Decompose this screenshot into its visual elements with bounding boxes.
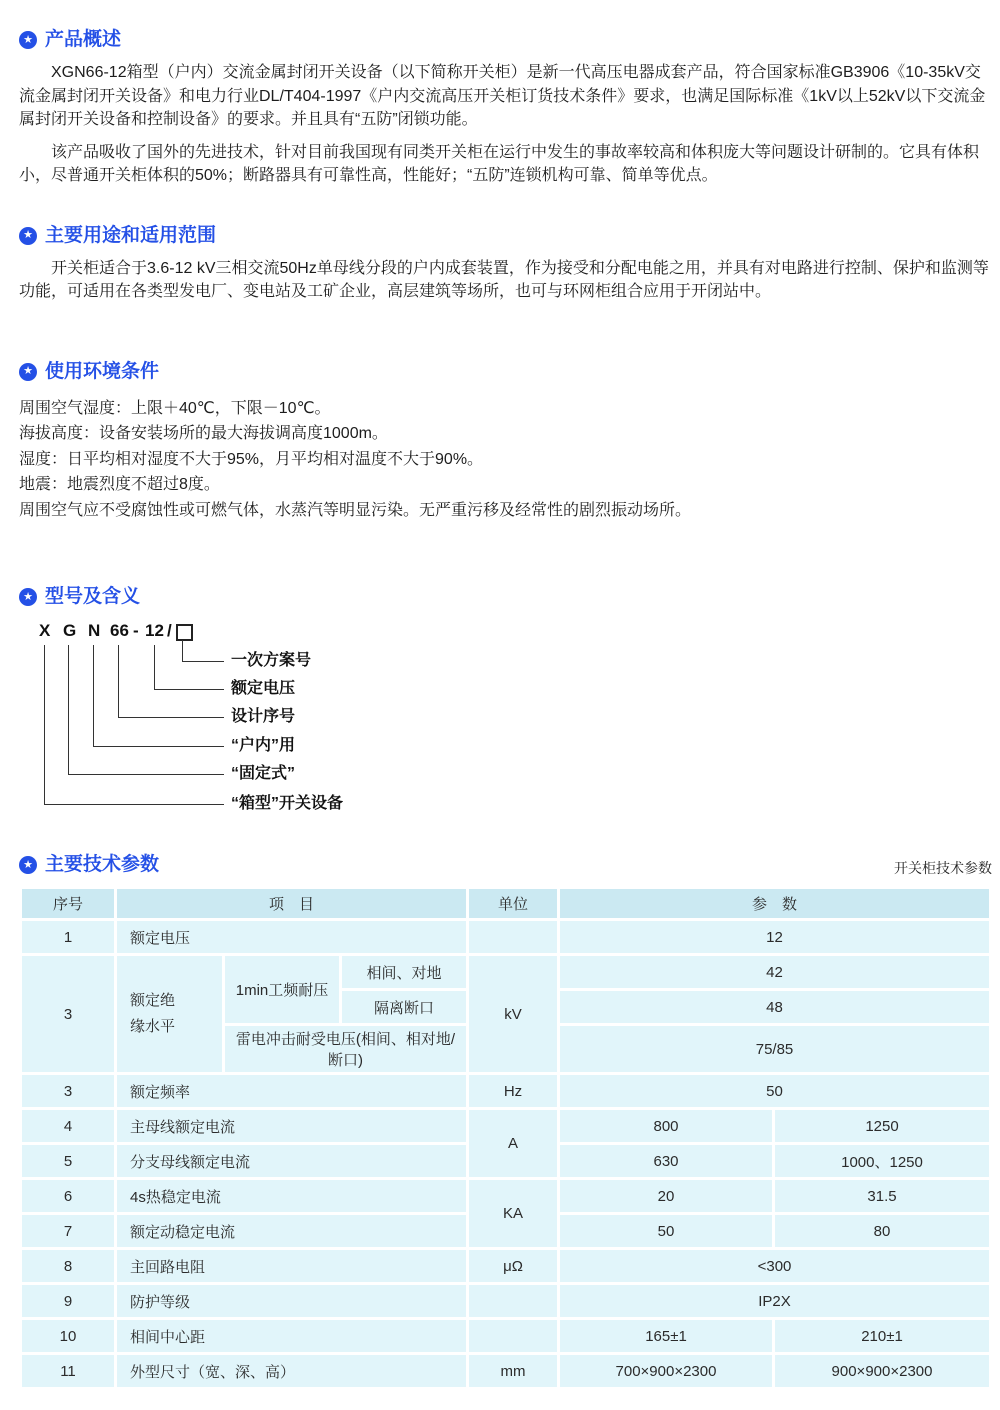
cell-item: 主回路电阻 (117, 1250, 466, 1282)
cell-unit-empty (469, 1320, 557, 1352)
cell-param: 1000、1250 (775, 1145, 989, 1177)
cell-param: 210±1 (775, 1320, 989, 1352)
cell-unit: KA (469, 1180, 557, 1247)
cell-param: 20 (560, 1180, 772, 1212)
table-caption-note: 开关柜技术参数 (894, 860, 992, 876)
connector-line (182, 640, 183, 661)
header-cell-seq: 序号 (22, 889, 114, 918)
section-title-overview: 产品概述 (45, 29, 122, 50)
star-icon: ★ (19, 363, 37, 381)
section-title-model: 型号及含义 (45, 586, 141, 607)
section-header-overview (19, 28, 992, 52)
cell-unit: μΩ (469, 1250, 557, 1282)
technical-parameters-table (19, 886, 992, 1390)
cell-unit: mm (469, 1355, 557, 1387)
model-char-voltage: 12 (145, 621, 164, 640)
model-label-scheme-number: 一次方案号 (231, 652, 312, 669)
cell-sub-item: 隔离断口 (342, 991, 466, 1023)
params-section-head (19, 853, 992, 877)
header-cell-unit: 单位 (469, 889, 557, 918)
cell-param: 700×900×2300 (560, 1355, 772, 1387)
cell-unit-empty (469, 921, 557, 953)
overview-paragraph-2: 该产品吸收了国外的先进技术，针对目前我国现有同类开关柜在运行中发生的事故率较高和体积庞大等问题设计研制的。它具有体积小，尽普通开关柜体积的50%；断路器具有可靠性高，性能好；“五防”连锁机构可靠、简单等优点。 (19, 143, 980, 184)
connector-line (154, 689, 224, 690)
table-row (22, 1250, 989, 1282)
cell-param: 12 (560, 921, 989, 953)
cell-unit-empty (469, 1285, 557, 1317)
cell-param: 50 (560, 1075, 989, 1107)
cell-seq: 1 (22, 921, 114, 953)
connector-line (182, 661, 224, 662)
star-icon: ★ (19, 856, 37, 874)
cell-param: 50 (560, 1215, 772, 1247)
star-icon: ★ (19, 31, 37, 49)
cell-param: 42 (560, 956, 989, 988)
cell-item: 防护等级 (117, 1285, 466, 1317)
table-row (22, 1110, 989, 1142)
item-line-1: 额定绝 (130, 992, 176, 1009)
cell-item: 相间中心距 (117, 1320, 466, 1352)
cell-param: <300 (560, 1250, 989, 1282)
cell-unit: kV (469, 956, 557, 1072)
table-row (22, 956, 989, 988)
cell-param: 80 (775, 1215, 989, 1247)
section-title-params: 主要技术参数 (45, 854, 160, 875)
model-label-box-type-switchgear: “箱型”开关设备 (231, 795, 344, 812)
cell-seq: 4 (22, 1110, 114, 1142)
cell-seq: 10 (22, 1320, 114, 1352)
environment-line: 周围空气应不受腐蚀性或可燃气体，水蒸汽等明显污染。无严重污移及经常性的剧烈振动场所。 (19, 501, 692, 519)
cell-unit: A (469, 1110, 557, 1177)
table-row (22, 1355, 989, 1387)
connector-line (118, 717, 224, 718)
cell-seq: 11 (22, 1355, 114, 1387)
cell-sub-item: 1min工频耐压 (225, 956, 339, 1023)
cell-seq: 3 (22, 1075, 114, 1107)
section-header-model (19, 585, 992, 609)
cell-item: 额定动稳定电流 (117, 1215, 466, 1247)
item-line-2: 缘水平 (130, 1018, 176, 1035)
cell-seq: 5 (22, 1145, 114, 1177)
star-icon: ★ (19, 588, 37, 606)
cell-param: 800 (560, 1110, 772, 1142)
cell-item-insulation-level (117, 956, 222, 1072)
cell-item: 4s热稳定电流 (117, 1180, 466, 1212)
table-row (22, 921, 989, 953)
table-row (22, 1320, 989, 1352)
model-label-design-serial: 设计序号 (231, 708, 296, 725)
cell-param: 165±1 (560, 1320, 772, 1352)
model-char-design-serial: 66 (110, 621, 129, 640)
connector-line (44, 645, 45, 804)
environment-line: 海拔高度：设备安装场所的最大海拔调高度1000m。 (19, 425, 388, 442)
model-char-x: X (39, 621, 51, 640)
environment-line: 地震：地震烈度不超过8度。 (19, 476, 220, 493)
cell-sub-item: 相间、对地 (342, 956, 466, 988)
section-title-environment: 使用环境条件 (45, 360, 160, 382)
section-header-params (19, 853, 159, 877)
cell-seq: 7 (22, 1215, 114, 1247)
connector-line (68, 645, 69, 774)
section-title-usage: 主要用途和适用范围 (45, 224, 217, 246)
cell-item: 主母线额定电流 (117, 1110, 466, 1142)
environment-line: 周围空气湿度：上限＋40℃，下限－10℃。 (19, 399, 331, 417)
cell-item: 额定频率 (117, 1075, 466, 1107)
model-label-fixed-type: “固定式” (231, 765, 296, 782)
cell-param: 75/85 (560, 1026, 989, 1072)
connector-line (93, 645, 94, 746)
cell-item: 分支母线额定电流 (117, 1145, 466, 1177)
model-label-rated-voltage: 额定电压 (231, 680, 296, 697)
table-row (22, 1180, 989, 1212)
table-row (22, 1075, 989, 1107)
model-char-dash: - (133, 621, 139, 640)
model-scheme-placeholder-box (176, 624, 193, 641)
cell-seq: 6 (22, 1180, 114, 1212)
connector-line (118, 645, 119, 717)
cell-param: IP2X (560, 1285, 989, 1317)
cell-seq: 9 (22, 1285, 114, 1317)
cell-unit: Hz (469, 1075, 557, 1107)
overview-paragraph-1: XGN66-12箱型（户内）交流金属封闭开关设备（以下简称开关柜）是新一代高压电器成套产品，符合国家标准GB3906《10-35kV交流金属封闭开关设备》和电力行业DL/T404-1997《户内交流高压开关柜订货技术条件》要求，也满足国际标准《1kV以上52kV以下交流金属封闭开关设备和控制设备》的要求。并且具有“五防”闭锁功能。 (19, 64, 986, 128)
header-cell-item: 项 目 (117, 889, 466, 918)
model-code-diagram (19, 621, 992, 823)
model-label-indoor-use: “户内”用 (231, 737, 296, 754)
connector-line (93, 746, 224, 747)
cell-item: 额定电压 (117, 921, 466, 953)
cell-param: 630 (560, 1145, 772, 1177)
cell-seq: 8 (22, 1250, 114, 1282)
cell-param: 900×900×2300 (775, 1355, 989, 1387)
table-row (22, 1285, 989, 1317)
model-char-slash: / (167, 621, 172, 640)
connector-line (154, 645, 155, 689)
star-icon: ★ (19, 227, 37, 245)
section-header-usage (19, 224, 992, 248)
cell-sub-item: 雷电冲击耐受电压(相间、相对地/断口) (225, 1026, 466, 1072)
section-header-environment (19, 360, 992, 384)
environment-line: 湿度：日平均相对湿度不大于95%，月平均相对温度不大于90%。 (19, 450, 484, 468)
cell-param: 48 (560, 991, 989, 1023)
cell-seq: 3 (22, 956, 114, 1072)
header-cell-param: 参 数 (560, 889, 989, 918)
model-char-n: N (88, 621, 101, 640)
environment-conditions-list (19, 396, 992, 524)
cell-param: 1250 (775, 1110, 989, 1142)
cell-param: 31.5 (775, 1180, 989, 1212)
table-header-row (22, 889, 989, 918)
cell-item: 外型尺寸（宽、深、高） (117, 1355, 466, 1387)
usage-paragraph: 开关柜适合于3.6-12 kV三相交流50Hz单母线分段的户内成套装置，作为接受和分配电能之用，并具有对电路进行控制、保护和监测等功能，可适用在各类型发电厂、变电站及工矿企业，高层建筑等场所，也可与环网柜组合应用于开闭站中。 (19, 259, 989, 300)
connector-line (68, 774, 224, 775)
connector-line (44, 804, 224, 805)
model-char-g: G (63, 621, 77, 640)
